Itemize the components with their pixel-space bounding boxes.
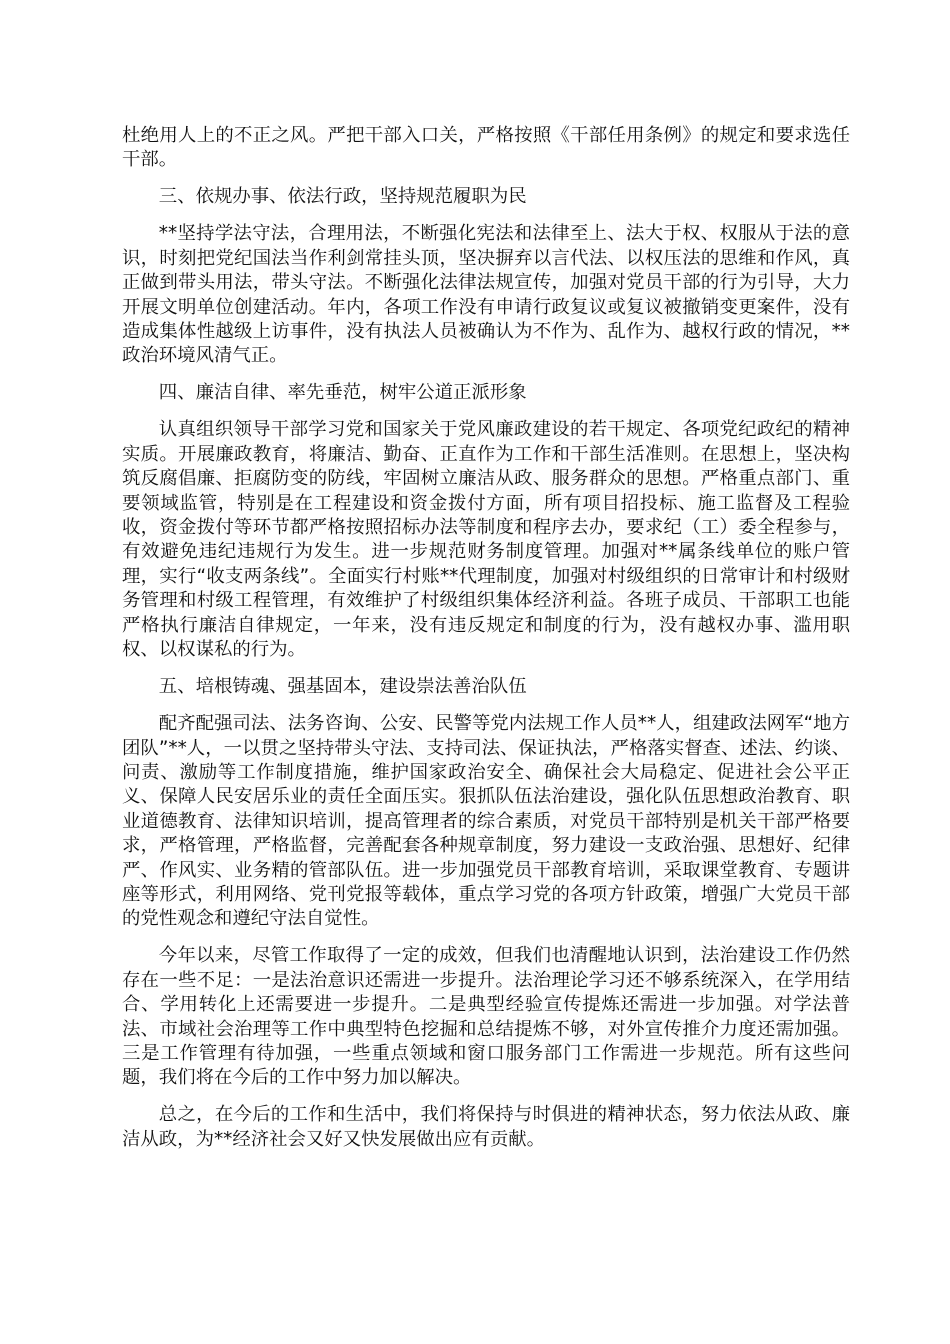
- paragraph-team-building: 配齐配强司法、法务咨询、公安、民警等党内法规工作人员**人，组建政法网军“地方团队”**人，一以贯之坚持带头守法、支持司法、保证执法，严格落实督查、述法、约谈、问责、激励等工作制度措施，维护国家政治安全、确保社会大局稳定、促进社会公平正义、保障人民安居乐业的责任全面压实。狠抓队伍法治建设，强化队伍思想政治教育、职业道德教育、法律知识培训，提高管理者的综合素质，对党员干部特别是机关干部严格要求，严格管理，严格监督，完善配套各种规章制度，努力建设一支政治强、思想好、纪律严、作风实、业务精的管部队伍。进一步加强党员干部教育培训，采取课堂教育、专题讲座等形式，利用网络、党刊党报等载体，重点学习党的各项方针政策，增强广大党员干部的党性观念和遵纪守法自觉性。: [122, 713, 850, 930]
- section-heading-4: 四、廉洁自律、率先垂范，树牢公道正派形象: [158, 382, 527, 404]
- section-heading-3: 三、依规办事、依法行政，坚持规范履职为民: [158, 186, 527, 208]
- section-heading-5: 五、培根铸魂、强基固本，建设崇法善治队伍: [158, 676, 527, 698]
- paragraph-conclusion: 总之，在今后的工作和生活中，我们将保持与时俱进的精神状态，努力依法从政、廉洁从政，为**经济社会又好又快发展做出应有贡献。: [122, 1104, 850, 1150]
- paragraph-shortcomings: 今年以来，尽管工作取得了一定的成效，但我们也清醒地认识到，法治建设工作仍然存在一些不足：一是法治意识还需进一步提升。法治理论学习还不够系统深入，在学用结合、学用转化上还需要进一步提升。二是典型经验宣传提炼还需进一步加强。对学法普法、市域社会治理等工作中典型特色挖掘和总结提炼不够，对外宣传推介力度还需加强。三是工作管理有待加强，一些重点领域和窗口服务部门工作需进一步规范。所有这些问题，我们将在今后的工作中努力加以解决。: [122, 945, 850, 1089]
- paragraph-continued: 杜绝用人上的不正之风。严把干部入口关，严格按照《干部任用条例》的规定和要求选任干部。: [122, 125, 850, 171]
- document-page: [122, 124, 850, 1165]
- paragraph-integrity: 认真组织领导干部学习党和国家关于党风廉政建设的若干规定、各项党纪政纪的精神实质。开展廉政教育，将廉洁、勤奋、正直作为工作和干部生活准则。在思想上，坚决构筑反腐倡廉、拒腐防变的防线，牢固树立廉洁从政、服务群众的思想。严格重点部门、重要领域监管，特别是在工程建设和资金拨付方面，所有项目招投标、施工监督及工程验收，资金拨付等环节都严格按照招标办法等制度和程序去办，要求纪（工）委全程参与，有效避免违纪违规行为发生。进一步规范财务制度管理。加强对**属条线单位的账户管理，实行“收支两条线”。全面实行村账**代理制度，加强对村级组织的日常审计和村级财务管理和村级工程管理，有效维护了村级组织集体经济利益。各班子成员、干部职工也能严格执行廉洁自律规定，一年来，没有违反规定和制度的行为，没有越权办事、滥用职权、以权谋私的行为。: [122, 419, 850, 661]
- paragraph-law-abiding: **坚持学法守法，合理用法，不断强化宪法和法律至上、法大于权、权服从于法的意识，时刻把党纪国法当作利剑常挂头顶，坚决摒弃以言代法、以权压法的思维和作风，真正做到带头用法，带头守法。不断强化法律法规宣传，加强对党员干部的行为引导，大力开展文明单位创建活动。年内，各项工作没有申请行政复议或复议被撤销变更案件，没有造成集体性越级上访事件，没有执法人员被确认为不作为、乱作为、越权行政的情况，**政治环境风清气正。: [122, 223, 850, 367]
